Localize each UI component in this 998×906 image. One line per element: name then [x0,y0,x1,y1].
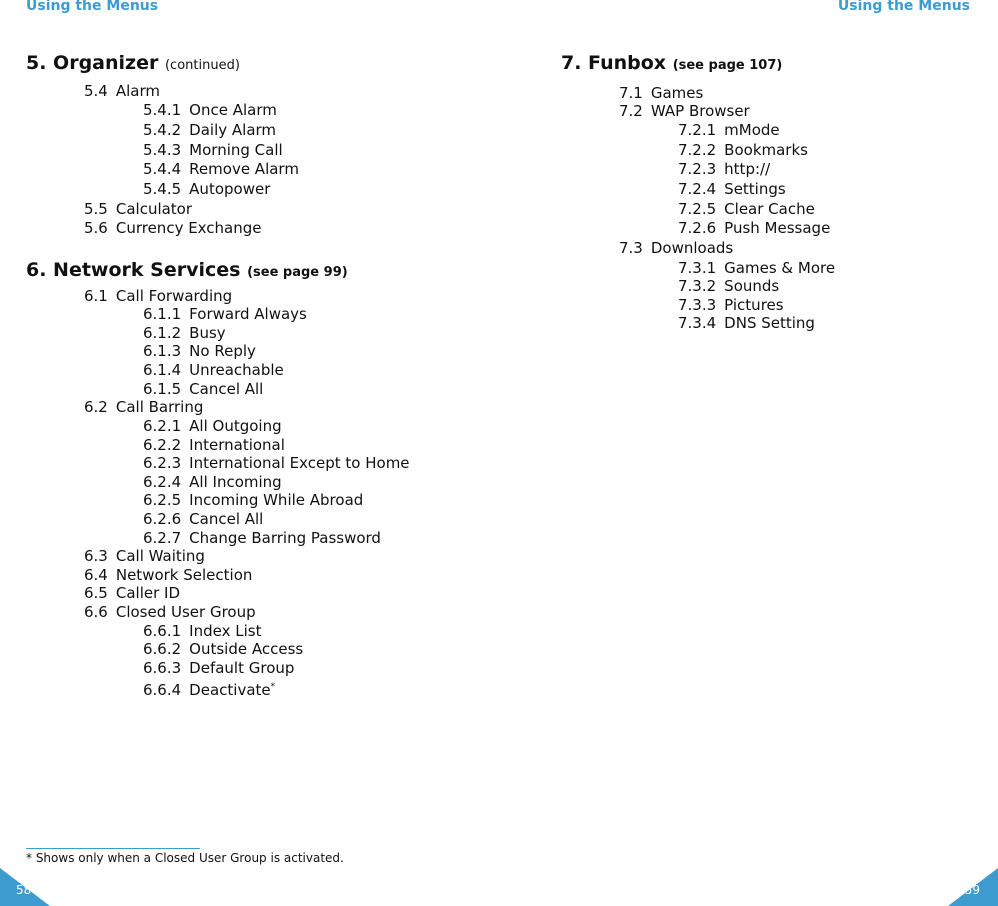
list-item: 6.1.1 Forward Always [143,305,307,323]
list-item: 7.2 WAP Browser [619,102,750,120]
list-item: 6.2.2 International [143,436,285,454]
list-item: 7.2.4 Settings [678,180,786,198]
section-note: (continued) [164,58,240,73]
list-item: 5.4.3 Morning Call [143,141,283,159]
list-item: 5.4.2 Daily Alarm [143,121,277,139]
list-item: 7.3.2 Sounds [678,277,780,295]
list-item: 6.1.2 Busy [143,324,226,342]
list-item: 6.3 Call Waiting [84,547,205,565]
list-item: 5.5 Calculator [84,200,193,218]
page-number-right: 59 [964,883,980,897]
list-item: 6.6 Closed User Group [84,603,256,621]
list-item: 7.1 Games [619,84,704,102]
list-item: 5.4.1 Once Alarm [143,101,277,119]
list-item: 7.3.1 Games & More [678,259,836,277]
list-item: 6.1 Call Forwarding [84,287,233,305]
footnote-marker: * [270,682,276,692]
section-title-funbox [561,52,782,74]
list-item: 5.6 Currency Exchange [84,219,262,237]
running-head-right: Using the Menus [837,0,970,14]
list-item: 5.4.5 Autopower [143,180,271,198]
list-item: 7.3.4 DNS Setting [678,314,815,332]
section-title-text: 5. Organizer [26,52,159,74]
list-item: 6.6.4 Deactivate* [143,681,276,699]
list-item: 6.2.6 Cancel All [143,510,264,528]
section-title-organizer [26,52,240,74]
list-item: 6.4 Network Selection [84,566,253,584]
list-item: 6.2.1 All Outgoing [143,417,282,435]
list-item: 6.2 Call Barring [84,398,204,416]
list-item: 6.2.3 International Except to Home [143,454,410,472]
list-item: 7.2.2 Bookmarks [678,141,808,159]
footnote: * Shows only when a Closed User Group is activated. [26,851,344,865]
footnote-divider [26,848,200,849]
list-item: 6.2.7 Change Barring Password [143,529,381,547]
list-item: 5.4 Alarm [84,82,160,100]
list-item: 6.6.1 Index List [143,622,262,640]
section-title-network-services [26,259,348,281]
list-item: 6.1.3 No Reply [143,342,256,360]
section-title-text: 6. Network Services [26,259,241,281]
list-item: 7.3 Downloads [619,239,734,257]
list-item: 6.5 Caller ID [84,584,180,602]
list-item: 6.2.5 Incoming While Abroad [143,491,364,509]
list-item: 6.1.4 Unreachable [143,361,284,379]
list-item: 7.2.5 Clear Cache [678,200,815,218]
list-item: 7.3.3 Pictures [678,296,784,314]
list-item: 5.4.4 Remove Alarm [143,160,299,178]
list-item: 6.6.3 Default Group [143,659,295,677]
list-item: 6.2.4 All Incoming [143,473,282,491]
list-item: 7.2.3 http:// [678,160,771,178]
running-head-left: Using the Menus [26,0,159,14]
section-title-text: 7. Funbox [561,52,667,74]
list-item: 7.2.1 mMode [678,121,780,139]
list-item: 7.2.6 Push Message [678,219,831,237]
list-item: 6.6.2 Outside Access [143,640,304,658]
page-reference: (see page 107) [672,58,783,73]
page-reference: (see page 99) [247,265,348,280]
page-number-left: 58 [16,883,32,897]
list-item: 6.1.5 Cancel All [143,380,264,398]
